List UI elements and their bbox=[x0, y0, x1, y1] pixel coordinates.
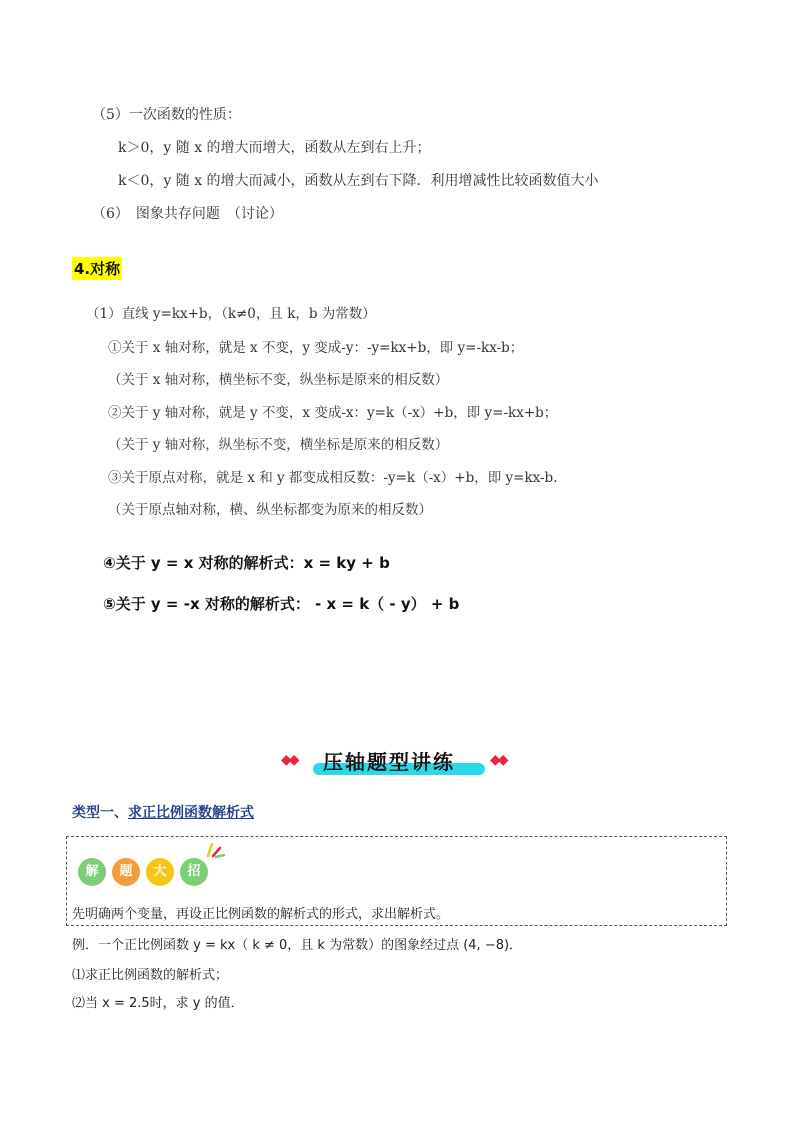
symmetry-note-y-axis: （关于 y 轴对称，纵坐标不变，横坐标是原来的相反数） bbox=[108, 437, 449, 453]
sparkle-icon bbox=[204, 840, 226, 858]
symmetry-item-x-axis: ①关于 x 轴对称，就是 x 不变，y 变成-y：-y=kx+b，即 y=-kx-b； bbox=[108, 340, 524, 356]
example-question-2: ⑵当 x = 2.5时，求 y 的值． bbox=[72, 996, 244, 1011]
tip-badge-zhao: 招 bbox=[180, 858, 208, 886]
symmetry-item-y-equals-neg-x: ⑤关于 y = -x 对称的解析式： - x = k（ - y） + b bbox=[103, 595, 460, 613]
example-question-1: ⑴求正比例函数的解析式； bbox=[72, 968, 229, 983]
type-one-link[interactable]: 求正比例函数解析式 bbox=[128, 805, 254, 821]
property-increasing: k＞0，y 随 x 的增大而增大，函数从左到右上升； bbox=[118, 140, 431, 156]
symmetry-item-y-equals-x: ④关于 y = x 对称的解析式：x = ky + b bbox=[103, 554, 390, 572]
property-decreasing: k＜0，y 随 x 的增大而减小，函数从左到右下降．利用增减性比较函数值大小 bbox=[118, 173, 599, 189]
property-5-title: （5）一次函数的性质： bbox=[92, 107, 241, 123]
symmetry-item-origin: ③关于原点对称，就是 x 和 y 都变成相反数：-y=k（-x）+b，即 y=kx-b. bbox=[108, 470, 558, 486]
tip-text: 先明确两个变量，再设正比例函数的解析式的形式，求出解析式。 bbox=[72, 907, 450, 922]
banner-title: 压轴题型讲练 bbox=[323, 750, 455, 774]
tip-badge-da: 大 bbox=[146, 858, 174, 886]
banner-diamond-right: ◆◆ bbox=[490, 752, 506, 768]
symmetry-note-origin: （关于原点轴对称，横、纵坐标都变为原来的相反数） bbox=[108, 502, 432, 518]
banner-diamond-left: ◆◆ bbox=[281, 752, 297, 768]
property-6-coexist: （6） 图象共存问题 （讨论） bbox=[92, 206, 283, 222]
symmetry-item-y-axis: ②关于 y 轴对称，就是 y 不变，x 变成-x：y=k（-x）+b，即 y=-kx+b； bbox=[108, 405, 558, 421]
tip-badge-jie: 解 bbox=[78, 858, 106, 886]
type-one-prefix: 类型一、 bbox=[72, 805, 128, 821]
tip-badge-ti: 题 bbox=[112, 858, 140, 886]
symmetry-note-x-axis: （关于 x 轴对称，横坐标不变，纵坐标是原来的相反数） bbox=[108, 372, 449, 388]
section-heading-symmetry: 4.对称 bbox=[72, 257, 122, 280]
example-statement: 例．一个正比例函数 y = kx（ k ≠ 0，且 k 为常数）的图象经过点 (4, −8)． bbox=[72, 938, 523, 953]
symmetry-intro: （1）直线 y=kx+b，（k≠0，且 k，b 为常数） bbox=[86, 306, 376, 322]
type-one-label bbox=[72, 802, 254, 822]
